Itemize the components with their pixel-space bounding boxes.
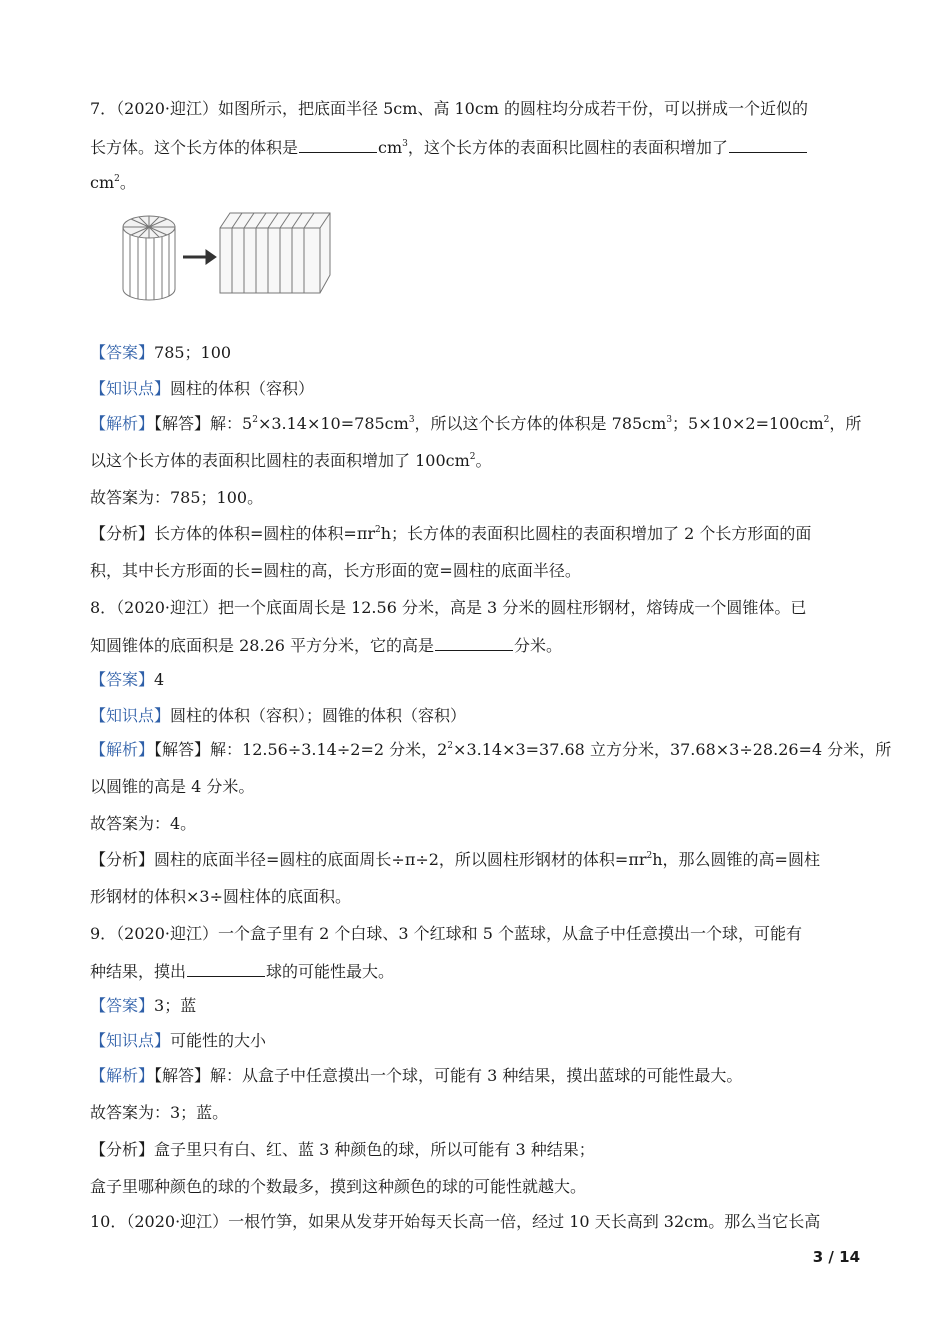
q8-fenxi-line-2: 形钢材的体积×3÷圆柱体的底面积。 bbox=[90, 887, 351, 906]
q8-final-answer: 故答案为：4。 bbox=[90, 814, 197, 833]
q9-fenxi-line-2: 盒子里哪种颜色的球的个数最多，摸到这种颜色的球的可能性就越大。 bbox=[90, 1177, 587, 1196]
q7-line-2: 长方体。这个长方体的体积是 $cm^3$，这个长方体的表面积比圆柱的表面积增加了 bbox=[90, 136, 808, 158]
q9-line-2: 种结果，摸出 球的可能性最大。 bbox=[90, 962, 395, 981]
q9-fenxi-line-1: 【分析】盒子里只有白、红、蓝 3 种颜色的球，所以可能有 3 种结果； bbox=[90, 1140, 595, 1159]
q7-analysis-line-2: 以这个长方体的表面积比圆柱的表面积增加了 $100cm^2$。 bbox=[90, 451, 492, 470]
q9-line-1: 9．（2020·迎江）一个盒子里有 2 个白球、3 个红球和 5 个蓝球，从盒子中任意摸出一个球，可能有 bbox=[90, 924, 802, 943]
q7-answer-blank-2 bbox=[729, 136, 807, 153]
q8-line-1: 8．（2020·迎江）把一个底面周长是 12.56 分米，高是 3 分米的圆柱形钢材，熔铸成一个圆锥体。已 bbox=[90, 598, 807, 617]
q7-analysis-line-1: 【解析】【解答】解：$5^2\times 3.14\times 10=785cm^3$，所以这个长方体的体积是 $785cm^3$；$5\times 10\times 2=100cm^2$，所 bbox=[90, 414, 862, 433]
q9-knowledge: 【知识点】可能性的大小 bbox=[90, 1031, 267, 1050]
q8-knowledge: 【知识点】圆柱的体积（容积）；圆锥的体积（容积） bbox=[90, 706, 467, 725]
q10-line-1: 10．（2020·迎江）一根竹笋，如果从发芽开始每天长高一倍，经过 10 天长高到 32cm。那么当它长高 bbox=[90, 1212, 821, 1231]
q7-answer-blank-1 bbox=[299, 136, 377, 153]
q8-answer-blank bbox=[435, 634, 513, 651]
q7-final-answer: 故答案为：785；100。 bbox=[90, 488, 264, 507]
q9-final-answer: 故答案为：3；蓝。 bbox=[90, 1103, 229, 1122]
q8-fenxi-line-1: 【分析】圆柱的底面半径=圆柱的底面周长÷π÷2，所以圆柱形钢材的体积$=\pi r^2h$，那么圆锥的高=圆柱 bbox=[90, 850, 820, 869]
cylinder-to-cuboid-figure bbox=[118, 205, 358, 305]
q8-analysis-line-1: 【解析】【解答】解：12.56÷3.14÷2=2 分米，$2^2\times 3.14\times 3=37.68$ 立方分米，37.68×3÷28.26=4 分米，所 bbox=[90, 740, 892, 759]
q7-knowledge: 【知识点】圆柱的体积（容积） bbox=[90, 379, 315, 398]
q7-answer: 【答案】785；100 bbox=[90, 343, 232, 362]
q9-answer-blank bbox=[187, 960, 265, 977]
q8-answer: 【答案】4 bbox=[90, 670, 165, 689]
q7-line-1: 7．（2020·迎江）如图所示，把底面半径 5cm、高 10cm 的圆柱均分成若干份，可以拼成一个近似的 bbox=[90, 99, 809, 118]
q8-analysis-line-2: 以圆锥的高是 4 分米。 bbox=[90, 777, 255, 796]
q7-fenxi-line-2: 积，其中长方形面的长=圆柱的高，长方形面的宽=圆柱的底面半径。 bbox=[90, 561, 581, 580]
q7-fenxi-line-1: 【分析】长方体的体积=圆柱的体积$=\pi r^2h$；长方体的表面积比圆柱的表面积增加了 2 个长方形面的面 bbox=[90, 524, 812, 543]
page-number: 3 / 14 bbox=[812, 1248, 860, 1266]
q7-line-3: $cm^2$。 bbox=[90, 173, 136, 192]
q9-answer: 【答案】3；蓝 bbox=[90, 996, 197, 1015]
q9-analysis: 【解析】【解答】解：从盒子中任意摸出一个球，可能有 3 种结果，摸出蓝球的可能性最大。 bbox=[90, 1066, 743, 1085]
q8-line-2: 知圆锥体的底面积是 28.26 平方分米，它的高是 分米。 bbox=[90, 636, 562, 655]
